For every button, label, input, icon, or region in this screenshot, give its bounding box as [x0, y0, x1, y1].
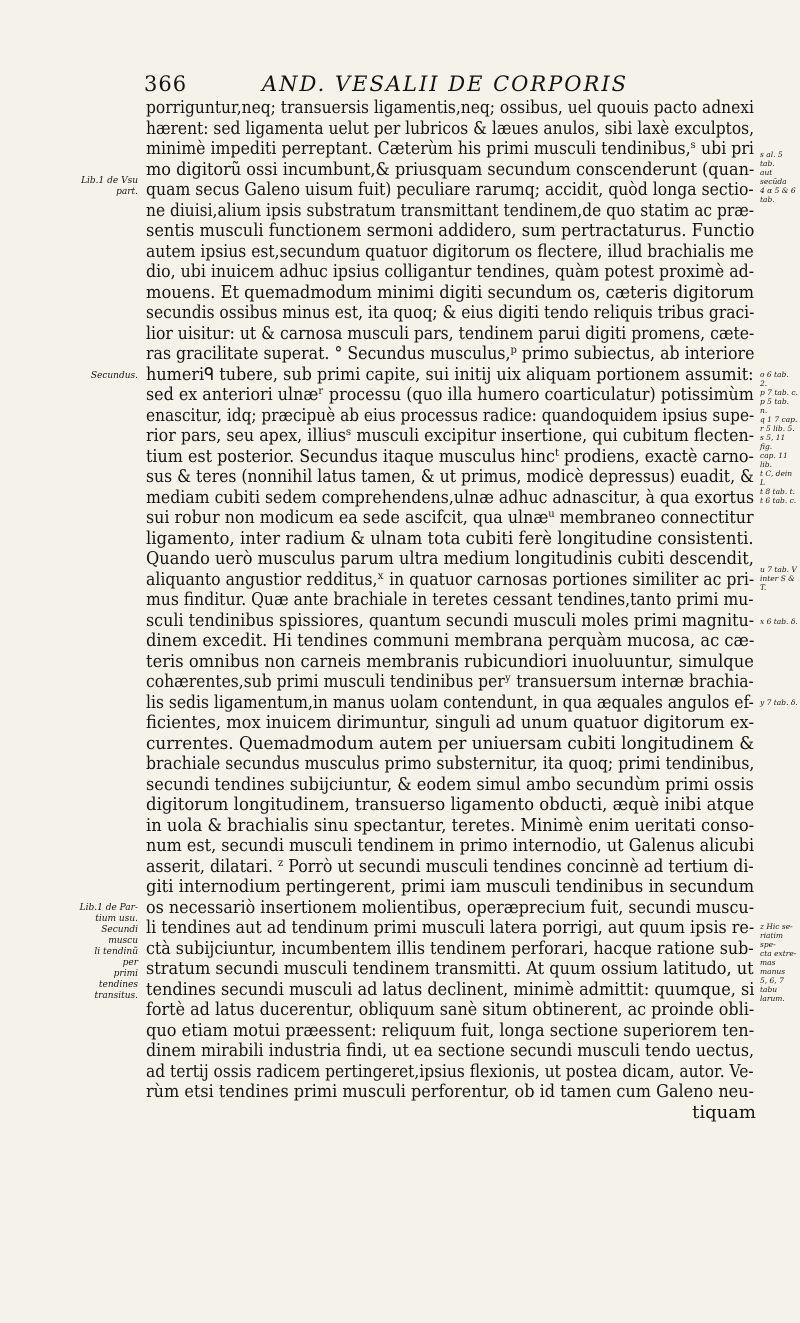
text-line: lior uisitur: ut & carnosa musculi pars, tendinem parui digiti promens, cæte- — [146, 322, 755, 344]
text-line: sentis musculi functionem sermoni addidero, sum pertractaturus. Functio — [146, 220, 755, 241]
text-line: dinem excedit. Hi tendines communi membrana perquàm mucosa, ac cæ- — [146, 630, 755, 651]
text-line: tendines secundi musculi ad latus declinent, minimè admittit: quumque, si — [146, 978, 755, 1000]
text-line: mo digitorũ ossi incumbunt,& priusquam secundum conscenderunt (quan- — [146, 158, 755, 180]
text-line: autem ipsius est,secundum quatuor digitorum os flectere, illud brachialis me — [146, 240, 754, 262]
text-line: digitorum longitudinem, transuerso ligamento obducti, æquè inibi atque — [146, 794, 755, 815]
text-line: in uola & brachialis sinu spectantur, teretes. Minimè enim ueritati conso- — [146, 814, 755, 836]
text-line: brachiale secundus musculus primo substernitur, ita quoq; primi tendinibus, — [146, 753, 755, 774]
text-line: os necessariò insertionem molientibus, operæprecium fuit, secundi muscu- — [146, 896, 755, 918]
text-line: teris omnibus non carneis membranis rubicundiori inuoluuntur, simulque — [146, 650, 754, 672]
margin-note-left-1: Lib.1 de Vsu part. — [81, 176, 138, 197]
text-line: mouens. Et quemadmodum minimi digiti secundum os, cæteris digitorum — [146, 281, 755, 303]
margin-note-left-2: Secundus. — [90, 371, 138, 381]
text-line: ad tertij ossis radicem pertingeret,ipsius flexionis, ut postea dicam, autor. Ve- — [146, 1060, 754, 1082]
text-line: tium est posterior. Secundus itaque musculus hincᵗ prodiens, exactè carno- — [146, 445, 754, 467]
text-line: sed ex anteriori ulnæʳ processu (quo illa humero coarticulatur) potissimùm — [146, 384, 754, 405]
text-line: tiquam — [692, 1101, 756, 1123]
margin-note-right-1: s al. 5 tab. aut secūda 4 ɑ 5 & 6 tab. — [760, 150, 796, 204]
margin-note-right-6: z Hic se- riatim spe- cta extre- mas manus 5, 6, 7 tabu larum. — [760, 922, 797, 1003]
margin-note-right-4: x 6 tab. δ. — [760, 617, 798, 626]
text-line: dinem mirabili industria findi, ut ea sectione secundi musculi tendo uectus, — [146, 1040, 755, 1061]
main-text-block — [146, 98, 756, 1123]
text-line: ficientes, mox inuicem dirimuntur, singuli ad unum quatuor digitorum ex- — [146, 712, 754, 733]
text-line: sculi tendinibus spissiores, quantum secundi musculi moles primi magnitu- — [146, 609, 755, 631]
text-line: cohærentes,sub primi musculi tendinibus perʸ transuersum internæ brachia- — [146, 671, 754, 692]
text-line: rùm etsi tendines primi musculi perforentur, ob id tamen cum Galeno neu- — [146, 1081, 754, 1102]
margin-note-right-3: u 7 tab. V inter S & T. — [760, 565, 797, 592]
text-line: giti internodium pertingerent, primi iam musculi tendinibus in secundum — [146, 876, 755, 897]
text-line: hærent: sed ligamenta uelut per lubricos & læues anulos, sibi laxè exculptos, — [146, 117, 755, 139]
text-line: lis sedis ligamentum,in manus uolam contendunt, in qua æquales angulos ef- — [146, 691, 754, 713]
text-line: ligamento, inter radium & ulnam tota cubiti ferè longitudine consistenti. — [146, 527, 754, 549]
text-line: rior pars, seu apex, illiusˢ musculi excipitur insertione, qui cubitum flecten- — [146, 425, 755, 446]
text-line: quam secus Galeno uisum fuit) peculiare rarumq; accidit, quòd longa sectio- — [146, 179, 754, 200]
text-line: minimè impediti perreptant. Cæterùm his primi musculi tendinibus,ˢ ubi pri — [146, 138, 754, 159]
margin-note-left-3: Lib.1 de Par- tium usu. Secundi muscu li tendinũ per primi tendines transitus. — [79, 903, 138, 1001]
margin-note-right-2: o 6 tab. 2. p 7 tab. c. p 5 tab. n. q 1 7 cap. r 5 lib. 5. s 5, 11 fig. cap. 11 lib. t C, dein L t 8 tab. t. t 6 tab. c. — [760, 370, 798, 505]
running-header — [144, 72, 754, 98]
text-line: ne diuisi,alium ipsis substratum transmittant tendinem,de quo statim ac præ- — [146, 199, 754, 221]
text-line: dio, ubi inuicem adhuc ipsius colligantur tendines, quàm potest proximè ad- — [146, 261, 755, 282]
text-line: secundis ossibus minus est, ita quoq; & eius digiti tendo reliquis tribus graci- — [146, 302, 755, 323]
text-line: mus finditur. Quæ ante brachiale in teretes cessant tendines,tanto primi mu- — [146, 589, 754, 610]
text-line: asserit, dilatari. ᶻ Porrò ut secundi musculi tendines concinnè ad tertium di- — [146, 855, 754, 877]
text-line: aliquanto angustior redditus,ˣ in quatuor carnosas portiones similiter ac pri- — [146, 568, 755, 590]
page-number: 366 — [144, 72, 188, 96]
text-line: Quando uerò musculus parum ultra medium longitudinis cubiti descendit, — [146, 548, 754, 569]
text-line: humeriᑫ tubere, sub primi capite, sui initij uix aliquam portionem assumit: — [146, 363, 754, 385]
text-line: porriguntur,neq; transuersis ligamentis,neq; ossibus, uel quouis pacto adnexi — [146, 97, 754, 118]
text-line: ras gracilitate superat. ° Secundus musculus,ᵖ primo subiectus, ab interiore — [146, 343, 755, 364]
running-title: AND. VESALII DE CORPORIS — [262, 72, 629, 96]
text-line: mediam cubiti sedem comprehendens,ulnæ adhuc adnascitur, à qua exortus — [146, 486, 755, 508]
text-line: secundi tendines subijciuntur, & eodem simul ambo secundùm primi ossis — [146, 773, 754, 795]
text-line: sus & teres (nonnihil latus tamen, & ut primus, modicè depressus) euadit, & — [146, 466, 754, 487]
margin-note-right-5: y 7 tab. δ. — [760, 698, 798, 707]
text-line: num est, secundi musculi tendinem in primo internodio, ut Galenus alicubi — [146, 835, 755, 856]
text-line: fortè ad latus ducerentur, obliquum sanè situm obtinerent, ac proinde obli- — [146, 999, 755, 1020]
text-line: ctà subijciuntur, incumbentem illis tendinem perforari, hacque ratione sub- — [146, 937, 754, 959]
text-line: sui robur non modicum ea sede ascifcit, qua ulnæᵘ membraneo connectitur — [146, 507, 754, 528]
text-line: enascitur, idq; præcipuè ab eius processus radice: quandoquidem ipsius supe- — [146, 404, 755, 426]
text-line: currentes. Quemadmodum autem per uniuersam cubiti longitudinem & — [146, 732, 755, 754]
text-line: quo etiam motui præessent: reliquum fuit, longa sectione superiorem ten- — [146, 1019, 755, 1041]
text-line: stratum secundi musculi tendinem transmitti. At quum ossium latitudo, ut — [146, 958, 754, 979]
text-line: li tendines aut ad tendinum primi musculi latera porrigi, aut quum ipsis re- — [146, 917, 755, 938]
